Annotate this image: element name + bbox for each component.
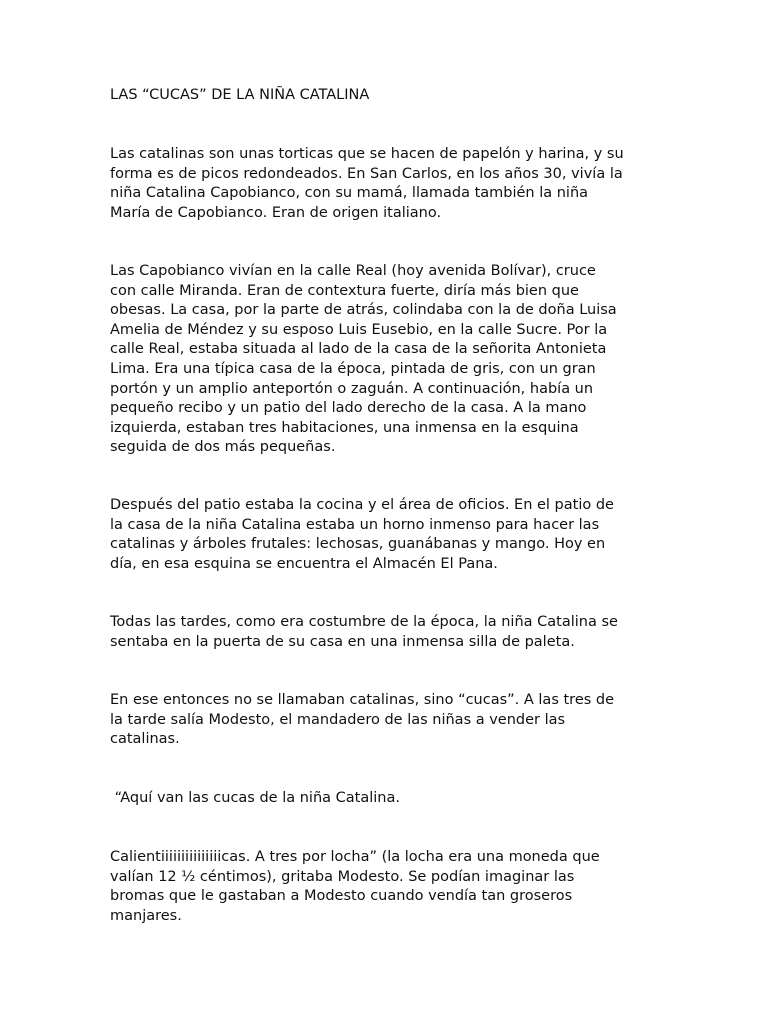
paragraph-line: En ese entonces no se llamaban catalinas, sino “cucas”. A las tres de — [110, 692, 615, 708]
paragraph-line: manjares. — [110, 907, 182, 924]
paragraph-5 — [110, 691, 670, 750]
paragraph-line: forma es de picos redondeados. En San Carlos, en los años 30, vivía la — [110, 165, 623, 182]
paragraph-line: Todas las tardes, como era costumbre de la época, la niña Catalina se — [110, 614, 618, 630]
paragraph-line: Calientiiiiiiiiiiiiiiicas. A tres por locha” (la locha era una moneda que — [110, 849, 600, 865]
paragraph-line: “Aquí van las cucas de la niña Catalina. — [110, 790, 400, 806]
paragraph-7 — [110, 848, 670, 926]
paragraph-line: seguida de dos más pequeñas. — [110, 439, 336, 456]
paragraph-line: bromas que le gastaban a Modesto cuando vendía tan groseros — [110, 888, 573, 905]
paragraph-line: calle Real, estaba situada al lado de la casa de la señorita Antonieta — [110, 341, 607, 358]
paragraph-line: Amelia de Méndez y su esposo Luis Eusebio, en la calle Sucre. Por la — [110, 321, 608, 338]
paragraph-line: la tarde salía Modesto, el mandadero de las niñas a vender las — [110, 711, 566, 728]
paragraph-line: portón y un amplio anteportón o zaguán. A continuación, había un — [110, 380, 594, 397]
paragraph-line: Lima. Era una típica casa de la época, pintada de gris, con un gran — [110, 360, 596, 377]
document-title: LAS “CUCAS” DE LA NIÑA CATALINA — [110, 87, 370, 103]
paragraph-line: obesas. La casa, por la parte de atrás, colindaba con la de doña Luisa — [110, 302, 617, 319]
paragraph-line: Las catalinas son unas torticas que se hacen de papelón y harina, y su — [110, 146, 624, 162]
paragraph-3 — [110, 496, 670, 574]
paragraph-2 — [110, 262, 670, 458]
paragraph-line: la casa de la niña Catalina estaba un horno inmenso para hacer las — [110, 516, 600, 533]
paragraph-line: catalinas. — [110, 731, 180, 748]
paragraph-line: con calle Miranda. Eran de contextura fuerte, diría más bien que — [110, 282, 579, 299]
paragraph-line: Las Capobianco vivían en la calle Real (hoy avenida Bolívar), cruce — [110, 263, 596, 279]
paragraph-line: izquierda, estaban tres habitaciones, una inmensa en la esquina — [110, 419, 579, 436]
paragraph-6 — [110, 789, 670, 809]
paragraph-1 — [110, 145, 670, 223]
paragraph-4 — [110, 613, 670, 652]
paragraph-line: valían 12 ½ céntimos), gritaba Modesto. Se podían imaginar las — [110, 868, 575, 885]
paragraph-line: día, en esa esquina se encuentra el Almacén El Pana. — [110, 555, 498, 572]
paragraph-line: sentaba en la puerta de su casa en una inmensa silla de paleta. — [110, 633, 575, 650]
paragraph-line: Después del patio estaba la cocina y el área de oficios. En el patio de — [110, 497, 614, 513]
paragraph-line: María de Capobianco. Eran de origen italiano. — [110, 204, 442, 221]
paragraph-line: niña Catalina Capobianco, con su mamá, llamada también la niña — [110, 185, 589, 202]
paragraph-line: pequeño recibo y un patio del lado derecho de la casa. A la mano — [110, 400, 587, 417]
paragraph-line: catalinas y árboles frutales: lechosas, guanábanas y mango. Hoy en — [110, 536, 606, 553]
